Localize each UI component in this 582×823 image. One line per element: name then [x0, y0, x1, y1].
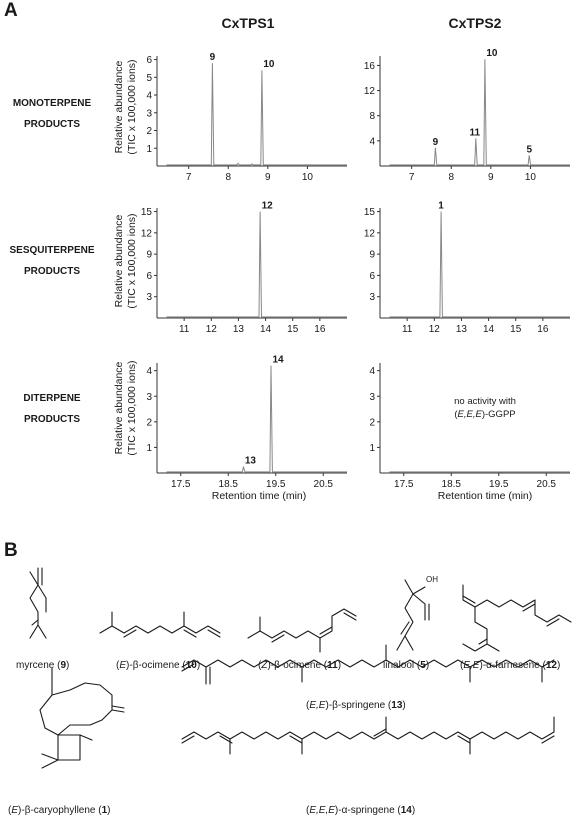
x-tick-label: 11	[401, 324, 413, 335]
chromatogram-trace	[167, 212, 348, 317]
y-tick-label: 4	[369, 366, 375, 378]
x-tick-label: 12	[428, 324, 440, 335]
caption-num: 5	[420, 660, 426, 671]
caption-farnesene: (E,E)-α-farnesene (12)	[460, 660, 561, 671]
x-tick-label: 8	[225, 172, 232, 183]
y-tick-label: 2	[146, 126, 152, 138]
peak-label: 9	[209, 52, 216, 64]
caption-prefix: (	[116, 660, 120, 671]
x-tick-label: 7	[408, 172, 415, 183]
y-tick-label: 1	[369, 442, 375, 454]
y-tick-label: 4	[146, 366, 152, 378]
chromatogram-di-cxtps2	[358, 355, 578, 490]
caption-name: -β-springene	[328, 700, 386, 711]
caption-beta-springene: (E,E)-β-springene (13)	[306, 700, 406, 711]
caption-num: 12	[545, 660, 557, 671]
peak-label: 11	[469, 127, 481, 139]
linalool-structure	[397, 580, 429, 650]
note-rest: )-GGPP	[481, 409, 516, 420]
caption-prefix: (	[460, 660, 464, 671]
caption-suffix: )	[18, 805, 22, 816]
caption-italic: E,E	[309, 700, 326, 711]
x-tick-label: 20.5	[313, 479, 333, 490]
caption-prefix: (	[258, 660, 262, 671]
caption-num: 10	[185, 660, 197, 671]
y-tick-label: 9	[369, 249, 375, 261]
caption-name: -β-caryophyllene	[21, 805, 96, 816]
y-tick-label: 15	[140, 207, 152, 219]
caption-prefix: (	[306, 700, 310, 711]
y-axis-label-line1: Relative abundance	[113, 361, 125, 455]
caption-prefix: (	[306, 805, 310, 816]
y-tick-label: 5	[146, 72, 152, 84]
chromatogram-trace	[390, 212, 571, 317]
linalool-oh-label: OH	[426, 575, 438, 584]
caption-num: 14	[400, 805, 412, 816]
x-tick-label: 10	[301, 172, 313, 183]
caption-suffix: )	[267, 660, 271, 671]
row-label-sesquiterpene	[0, 240, 104, 282]
caption-suffix: )	[126, 660, 130, 671]
caption-italic: E,E	[463, 660, 480, 671]
peak-label: 13	[244, 455, 257, 467]
peak-label: 12	[261, 200, 273, 212]
y-tick-label: 3	[146, 292, 152, 304]
caption-name: -α-farnesene	[482, 660, 540, 671]
y-tick-label: 2	[369, 417, 375, 429]
x-tick-label: 20.5	[536, 479, 556, 490]
e-ocimene-structure	[100, 612, 220, 637]
x-tick-label: 17.5	[394, 479, 414, 490]
chromatogram-trace	[167, 366, 348, 472]
caption-linalool: linalool (5)	[383, 660, 430, 671]
x-tick-label: 15	[287, 324, 299, 335]
z-ocimene-structure	[248, 609, 356, 652]
x-tick-label: 7	[185, 172, 192, 183]
row-label-diterpene	[0, 388, 104, 430]
y-axis-label-line2: (TIC x 100,000 ions)	[126, 213, 138, 309]
caption-name: -α-springene	[338, 805, 395, 816]
row-label-line1: SESQUITERPENE	[9, 245, 95, 256]
y-tick-label: 12	[363, 86, 375, 98]
y-tick-label: 3	[369, 292, 375, 304]
chromatogram-mono-cxtps2	[358, 48, 578, 183]
x-tick-label: 16	[537, 324, 549, 335]
alpha-springene-structure	[182, 717, 554, 754]
farnesene-structure	[463, 585, 571, 651]
y-tick-label: 3	[146, 391, 152, 403]
y-tick-label: 3	[369, 391, 375, 403]
y-tick-label: 2	[146, 417, 152, 429]
x-tick-label: 16	[314, 324, 326, 335]
caption-name: -β-ocimene	[270, 660, 322, 671]
y-tick-label: 4	[369, 136, 375, 148]
panel-b-letter: B	[4, 540, 18, 561]
caption-z-ocimene: (Z)-β-ocimene (11)	[258, 660, 342, 671]
chromatogram-sesq-cxtps2	[358, 200, 578, 335]
caption-alpha-springene: (E,E,E)-α-springene (14)	[306, 805, 416, 816]
note-open-paren: (	[454, 409, 458, 420]
row-label-line2: PRODUCTS	[23, 414, 81, 425]
y-tick-label: 12	[140, 228, 152, 240]
y-tick-label: 8	[369, 111, 375, 123]
caption-name: -β-ocimene	[129, 660, 180, 671]
y-tick-label: 15	[363, 207, 375, 219]
y-tick-label: 6	[369, 270, 375, 282]
caption-num: 9	[60, 660, 67, 671]
peak-label: 5	[526, 144, 533, 156]
y-axis-label-line1: Relative abundance	[113, 60, 125, 154]
x-axis-label-cxtps1: Retention time (min)	[211, 490, 307, 502]
x-tick-label: 9	[265, 172, 271, 183]
y-tick-label: 6	[146, 55, 152, 67]
caption-name: linalool	[383, 660, 415, 671]
row-label-line1: DITERPENE	[23, 393, 81, 404]
y-tick-label: 16	[363, 60, 375, 72]
structures-drawing	[0, 560, 582, 800]
y-tick-label: 12	[363, 228, 375, 240]
x-tick-label: 19.5	[266, 479, 286, 490]
caption-suffix: )	[325, 700, 329, 711]
caption-prefix: (	[8, 805, 12, 816]
chromatogram-trace	[167, 63, 348, 165]
x-tick-label: 18.5	[441, 479, 461, 490]
x-axis-label-cxtps2: Retention time (min)	[437, 490, 533, 502]
x-tick-label: 13	[232, 324, 244, 335]
caption-num: 13	[391, 700, 403, 711]
peak-label: 14	[272, 355, 284, 366]
x-tick-label: 15	[510, 324, 522, 335]
y-tick-label: 1	[146, 442, 152, 454]
x-tick-label: 13	[455, 324, 467, 335]
x-tick-label: 9	[488, 172, 494, 183]
myrcene-structure	[30, 568, 46, 638]
y-tick-label: 1	[146, 143, 152, 155]
caption-myrcene: myrcene (9)	[16, 660, 70, 671]
chromatogram-trace	[390, 59, 571, 165]
caption-italic: E	[11, 805, 19, 816]
caption-caryophyllene: (E)-β-caryophyllene (1)	[8, 805, 111, 816]
chromatogram-mono-cxtps1	[135, 48, 355, 183]
y-axis-label-line2: (TIC x 100,000 ions)	[126, 59, 138, 155]
caption-name: myrcene	[16, 660, 55, 671]
caption-num: 11	[327, 660, 338, 671]
column-title-cxtps1: CxTPS1	[221, 15, 275, 31]
x-tick-label: 8	[448, 172, 455, 183]
chromatogram-di-cxtps1	[135, 355, 355, 490]
column-title-cxtps2: CxTPS2	[448, 15, 502, 31]
caption-num: 1	[101, 805, 108, 816]
panel-a-letter: A	[4, 0, 18, 21]
caption-italic: E	[119, 660, 127, 671]
row-label-line2: PRODUCTS	[23, 266, 81, 277]
x-tick-label: 19.5	[489, 479, 509, 490]
y-tick-label: 9	[146, 249, 152, 261]
peak-label: 10	[486, 48, 498, 60]
y-tick-label: 4	[146, 90, 152, 102]
peak-label: 10	[263, 59, 275, 71]
x-tick-label: 18.5	[218, 479, 238, 490]
x-tick-label: 14	[483, 324, 495, 335]
y-tick-label: 6	[146, 270, 152, 282]
chromatogram-sesq-cxtps1	[135, 200, 355, 335]
caryophyllene-structure	[40, 668, 124, 768]
x-tick-label: 14	[260, 324, 272, 335]
note-line1: no activity with	[454, 396, 516, 407]
caption-italic: E,E,E	[309, 805, 335, 816]
caption-suffix: )	[334, 805, 339, 816]
caption-e-ocimene: (E)-β-ocimene (10)	[116, 660, 201, 671]
x-tick-label: 10	[524, 172, 536, 183]
peak-label: 1	[438, 200, 444, 212]
y-axis-label-line1: Relative abundance	[113, 214, 125, 308]
peak-label: 9	[432, 136, 439, 148]
note-line2	[420, 408, 550, 421]
row-label-line2: PRODUCTS	[23, 119, 81, 130]
y-tick-label: 3	[146, 108, 152, 120]
x-tick-label: 12	[205, 324, 217, 335]
row-label-line1: MONOTERPENE	[12, 98, 92, 109]
x-tick-label: 11	[178, 324, 190, 335]
row-label-monoterpene	[0, 93, 104, 135]
caption-suffix: )	[479, 660, 483, 671]
no-activity-note	[420, 395, 550, 421]
note-italic: E,E,E	[457, 409, 482, 420]
caption-italic: Z	[261, 660, 268, 671]
x-tick-label: 17.5	[171, 479, 191, 490]
y-axis-label-line2: (TIC x 100,000 ions)	[126, 360, 138, 456]
